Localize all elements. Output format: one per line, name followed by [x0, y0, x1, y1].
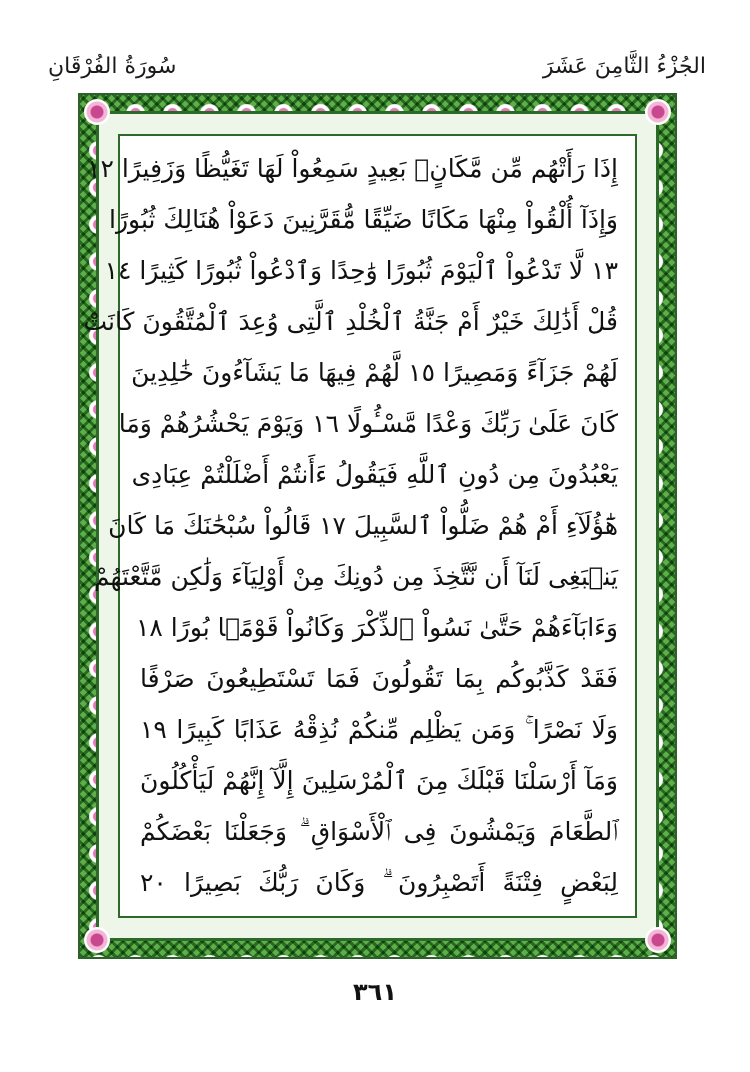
juz-title: الجُزْءُ الثَّامِنَ عَشَرَ: [542, 54, 706, 79]
verse-line: لَهُمْ جَزَآءً وَمَصِيرًا ١٥ لَّهُمْ فِيهَا مَا يَشَآءُونَ خَٰلِدِينَ: [131, 358, 618, 387]
corner-ornament-icon: [645, 927, 671, 953]
verse-line: وَءَابَآءَهُمْ حَتَّىٰ نَسُواْ ٱلذِّكْرَ وَكَانُواْ قَوْمًۢا بُورًا ١٨: [136, 613, 618, 642]
corner-ornament-icon: [84, 99, 110, 125]
verse-line: قُلْ أَذَٰلِكَ خَيْرٌ أَمْ جَنَّةُ ٱلْخُلْدِ ٱلَّتِى وُعِدَ ٱلْمُتَّقُونَ كَانَتْ: [83, 307, 618, 336]
surah-title: سُورَةُ الفُرْقَانِ: [48, 54, 177, 79]
quran-text: [83, 145, 618, 915]
page-number: ٣٦١: [353, 978, 397, 1006]
verse-line: ٱلطَّعَامَ وَيَمْشُونَ فِى ٱلْأَسْوَاقِ ۗ وَجَعَلْنَا بَعْضَكُمْ: [140, 817, 618, 846]
verse-line: إِذَا رَأَتْهُم مِّن مَّكَانٍۭ بَعِيدٍ سَمِعُواْ لَهَا تَغَيُّظًا وَزَفِيرًا ١٢: [87, 154, 618, 183]
verse-line: لِبَعْضٍ فِتْنَةً أَتَصْبِرُونَ ۗ وَكَانَ رَبُّكَ بَصِيرًا ٢٠: [140, 868, 618, 897]
verse-line: يَنۢبَغِى لَنَآ أَن نَّتَّخِذَ مِن دُونِكَ مِنْ أَوْلِيَآءَ وَلَٰكِن مَّتَّعْتَهُمْ: [93, 562, 618, 591]
verse-line: وَلَا نَصْرًا ۚ وَمَن يَظْلِم مِّنكُمْ نُذِقْهُ عَذَابًا كَبِيرًا ١٩: [140, 715, 618, 744]
verse-line: هَٰٓؤُلَآءِ أَمْ هُمْ ضَلُّواْ ٱلسَّبِيلَ ١٧ قَالُواْ سُبْحَٰنَكَ مَا كَانَ: [108, 511, 618, 540]
page-header: [0, 48, 750, 88]
verse-line: يَعْبُدُونَ مِن دُونِ ٱللَّهِ فَيَقُولُ ءَأَنتُمْ أَضْلَلْتُمْ عِبَادِى: [131, 460, 618, 489]
verse-line: وَمَآ أَرْسَلْنَا قَبْلَكَ مِنَ ٱلْمُرْسَلِينَ إِلَّآ إِنَّهُمْ لَيَأْكُلُونَ: [140, 766, 618, 795]
verse-line: فَقَدْ كَذَّبُوكُم بِمَا تَقُولُونَ فَمَا تَسْتَطِيعُونَ صَرْفًا: [140, 664, 618, 693]
corner-ornament-icon: [84, 927, 110, 953]
verse-line: ١٣ لَّا تَدْعُواْ ٱلْيَوْمَ ثُبُورًا وَٰحِدًا وَٱدْعُواْ ثُبُورًا كَثِيرًا ١٤: [104, 256, 618, 285]
verse-line: وَإِذَآ أُلْقُواْ مِنْهَا مَكَانًا ضَيِّقًا مُّقَرَّنِينَ دَعَوْاْ هُنَالِكَ ثُبُورًا: [109, 205, 618, 234]
verse-line: كَانَ عَلَىٰ رَبِّكَ وَعْدًا مَّسْـُٔولًا ١٦ وَيَوْمَ يَحْشُرُهُمْ وَمَا: [118, 409, 618, 438]
corner-ornament-icon: [645, 99, 671, 125]
